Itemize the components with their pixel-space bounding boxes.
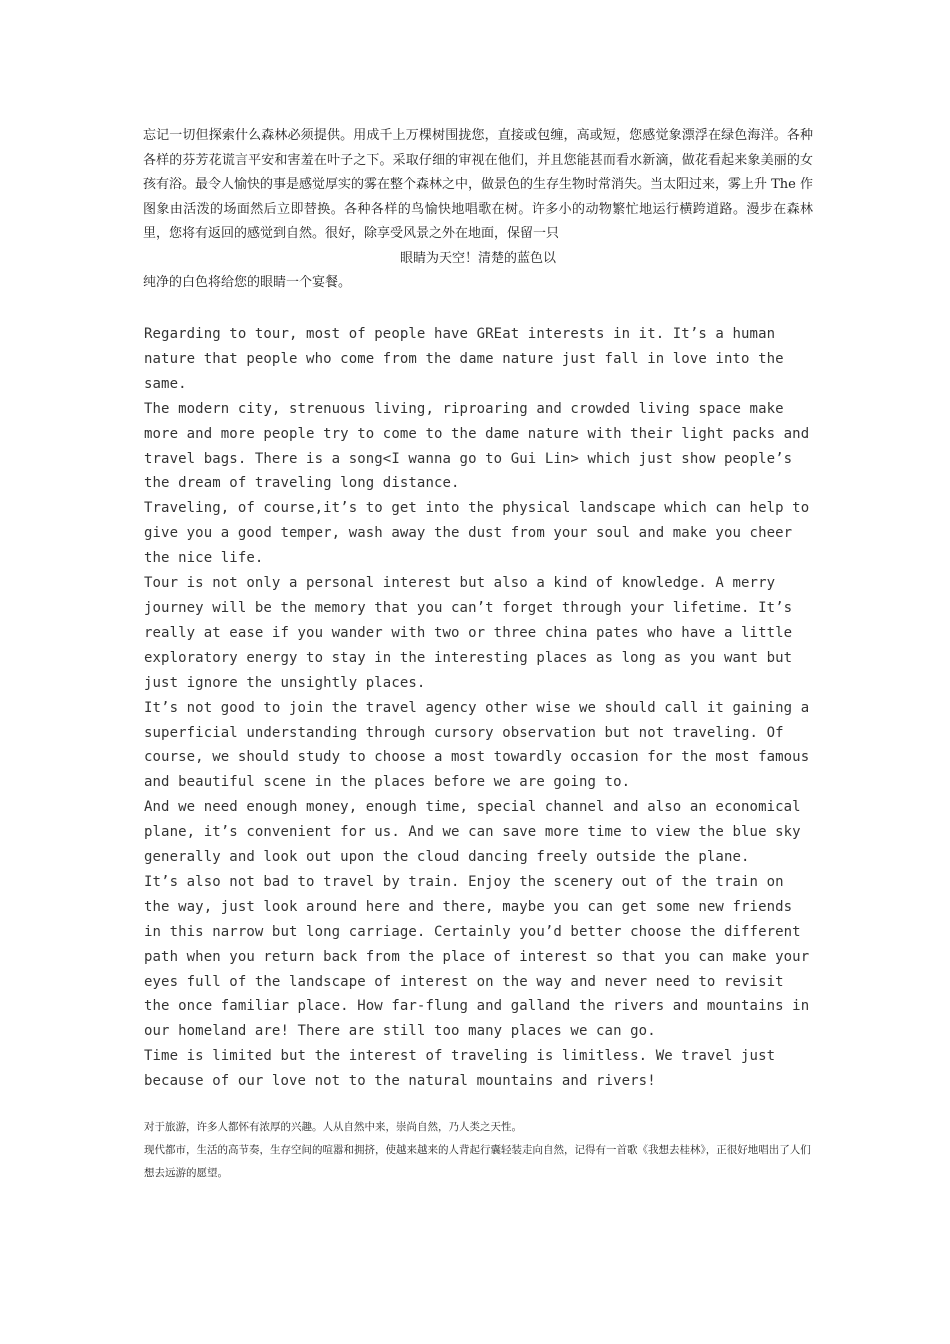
chinese-intro-last-line: 纯净的白色将给您的眼睛一个宴餐。 [143, 275, 352, 290]
essay-paragraph-5: It’s not good to join the travel agency other wise we should call it gaining a superficial understanding through cursory observation but not traveling. Of course, we should study to choose a most towardly occasion for the most famous and beautiful scene in the places before we are going to. [144, 699, 810, 791]
essay-paragraph-8: Time is limited but the interest of traveling is limitless. We travel just because of our love not to the natural mountains and rivers! [144, 1048, 776, 1090]
essay-paragraph-1: Regarding to tour, most of people have GREat interests in it. It’s a human nature that people who come from the dame nature just fall in love into the same. [144, 326, 784, 392]
chinese-intro-paragraph: 忘记一切但探索什么森林必须提供。用成千上万棵树围拢您，直接或包缠，高或短，您感觉象漂浮在绿色海洋。各种各样的芬芳花谎言平安和害羞在叶子之下。采取仔细的审视在他们，并且您能甚而看水新滴，做花看起来象美丽的女孩有浴。最令人愉快的事是感觉厚实的雾在整个森林之中，做景色的生存生物时常消失。当太阳过来，雾上升 The 作图象由活泼的场面然后立即替换。各种各样的鸟愉快地唱歌在树。许多小的动物繁忙地运行横跨道路。漫步在森林里，您将有返回的感觉到自然。很好，除享受风景之外在地面，保留一只 [143, 128, 814, 241]
chinese-intro [143, 124, 813, 296]
essay-paragraph-7: It’s also not bad to travel by train. Enjoy the scenery out of the train on the way, just look around here and there, maybe you can get some new friends in this narrow but long carriage. Certainly you’d better choose the different path when you return back from the place of interest so that you can make your eyes full of the landscape of interest on the way and never need to revisit the once familiar place. How far-flung and galland the rivers and mountains in our homeland are! There are still too many places we can go. [144, 873, 810, 1040]
translation-paragraph-2: 现代都市，生活的高节奏，生存空间的喧嚣和拥挤，使越来越来的人背起行囊轻装走向自然，记得有一首歌《我想去桂林》，正很好地唱出了人们想去远游的愿望。 [144, 1144, 811, 1179]
english-essay [144, 322, 814, 1094]
essay-paragraph-3: Traveling, of course,it’s to get into the physical landscape which can help to give you a good temper, wash away the dust from your soul and make you cheer the nice life. [144, 500, 810, 567]
chinese-translation [144, 1116, 814, 1185]
essay-paragraph-6: And we need enough money, enough time, special channel and also an economical plane, it’s convenient for us. And we can save more time to view the blue sky generally and look out upon the cloud dancing freely outside the plane. [144, 799, 801, 866]
essay-paragraph-4: Tour is not only a personal interest but also a kind of knowledge. A merry journey will be the memory that you can’t forget through your lifetime. It’s really at ease if you wander with two or three china pates who have a little exploratory energy to stay in the interesting places as long as you want but just ignore the unsightly places. [144, 575, 793, 691]
translation-paragraph-1: 对于旅游，许多人都怀有浓厚的兴趣。人从自然中来，崇尚自然，乃人类之天性。 [144, 1121, 522, 1133]
chinese-intro-center-line: 眼睛为天空！清楚的蓝色以 [399, 250, 556, 266]
essay-paragraph-2: The modern city, strenuous living, riproaring and crowded living space make more and more people try to come to the dame nature with their light packs and travel bags. There is a song<I wanna go to Gui Lin> which just show people’s the dream of traveling long distance. [144, 400, 810, 492]
